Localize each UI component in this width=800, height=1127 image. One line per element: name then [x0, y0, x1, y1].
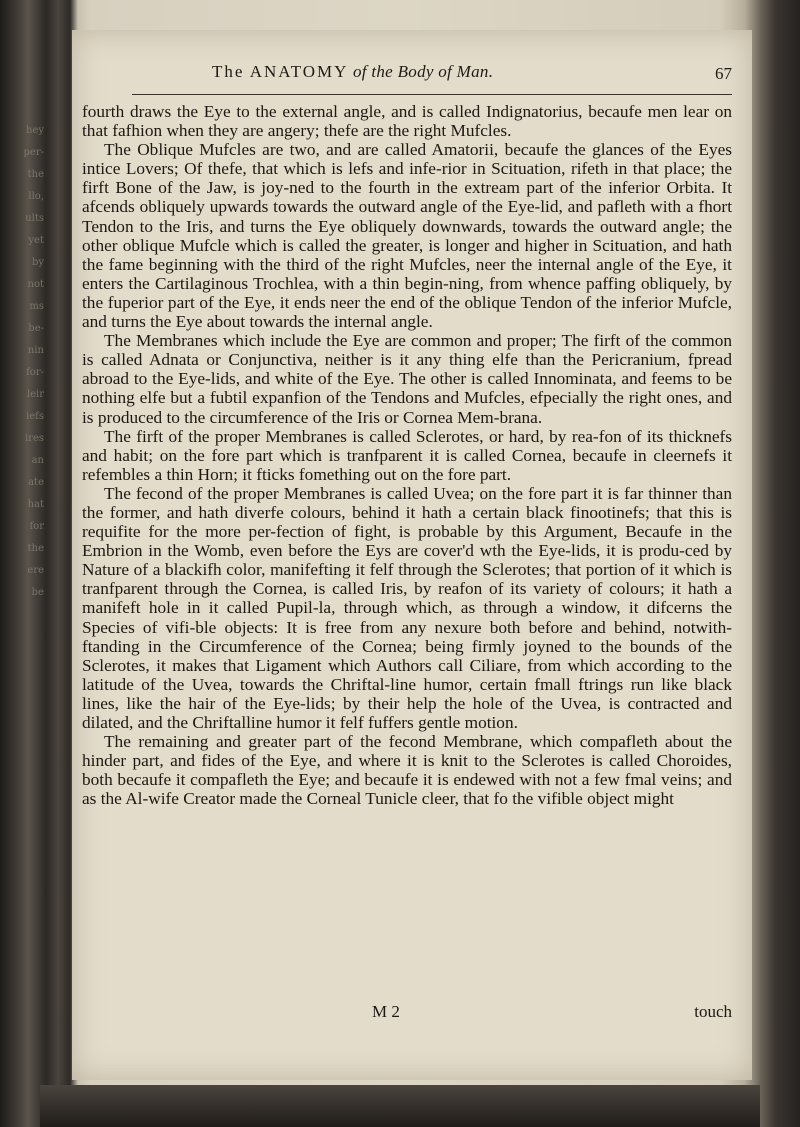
catchword: touch — [694, 1002, 732, 1021]
paragraph-6: The remaining and greater part of the fecond Membrane, which compafleth about the hinder part, and fides of the Eye, and where it is knit to the Sclerotes is called Choroides, both becaufe it compafleth the Eye; and becaufe it is endewed with not a few fmal veins; and as the Al-wife Creator made the Corneal Tunicle cleer, that fo the vifible object might — [82, 732, 732, 809]
page-number: 67 — [715, 64, 732, 83]
paragraph-5: The fecond of the proper Membranes is called Uvea; on the fore part it is far thinner than the former, and hath diverfe colours, behind it hath a certain black finootinefs; that this is requifite for the more per-fection of fight, is probable by this Argument, Becaufe in the Embrion in the Womb, even before the Eys are cover'd wth the Eye-lids, it is produ-ced by Nature of a blackifh color, manifefting it felf through the Sclerotes; that portion of it which is tranfparent through the Cornea, is called Iris, by reafon of its variety of colours; it hath a manifeft hole in it called Pupil-la, through which, as through a window, it difcerns the Species of vifi-ble objects: It is free from any nexure both before and behind, notwith-ftanding in the Circumference of the Cornea; being firmly joyned to the bounds of the Sclerotes, it makes that Ligament which Authors call Ciliare, from which according to the latitude of the Uvea, towards the Chriftal-line humor, certain fmall ftrings run like black lines, like the hair of the Eye-lids; by their help the hole of the Uvea, is contracted and dilated, and the Chriftalline humor it felf fuffers gentle motion. — [82, 483, 732, 732]
paragraph-2: The Oblique Mufcles are two, and are called Amatorii, becaufe the glances of the Eyes intice Lovers; Of thefe, that which is lefs and infe-rior in Scituation, rifeth in that place; the firft Bone of the Jaw, is joy-ned to the fourth in the extream part of the inferior Orbita. It afcends obliquely upwards towards the outward angle of the Eye-lid, and pafleth with a fhort Tendon to the Iris, and turns the Eye obliquely downwards, towards the outward angle; the other oblique Mufcle which is called the greater, is longer and higher in Scituation, and hath the fame beginning with the third of the right Mufcles, neer the internal angle of the Eye, it enters the Cartilaginous Trochlea, with a thin begin-ning, from whence paffing obliquely, by the fuperior part of the Eye, it ends neer the end of the oblique Tendon of the inferior Mufcle, and turns the Eye about towards the internal angle. — [82, 140, 732, 332]
book-page — [72, 30, 752, 1080]
scan-bottom-edge — [40, 1085, 760, 1127]
running-title-rest: of the Body of Man. — [348, 62, 494, 81]
paragraph-1: fourth draws the Eye to the external angle, and is called Indignatorius, becaufe men lear on that fafhion when they are angery; thefe are the right Mufcles. — [82, 102, 732, 141]
body-text — [82, 102, 732, 808]
signature-mark: M 2 — [372, 1002, 400, 1021]
paragraph-4: The firft of the proper Membranes is called Sclerotes, or hard, by rea-fon of its thicknefs and habit; on the fore part which is tranfparent it is called Cornea, becaufe in cleernefs it refembles a thin Horn; it fticks fomething out on the fore part. — [82, 426, 732, 484]
facing-page-bleed: hey per- the llo, ults yet by not ms be- nin for- leir iefs ires an ate hat for the ere be — [23, 125, 44, 598]
page-header — [132, 54, 732, 95]
page-footer — [82, 1002, 732, 1024]
running-title — [212, 62, 493, 82]
running-title-caps: The ANATOMY — [212, 62, 349, 81]
paragraph-3: The Membranes which include the Eye are common and proper; The firft of the common is called Adnata or Conjunctiva, neither is it any thing elfe than the Pericranium, fpread abroad to the Eye-lids, and white of the Eye. The other is called Innominata, and feems to be nothing elfe but a fubtil expanfion of the Tendons and Mufcles, efpecially the right ones, and is produced to the circumference of the Iris or Cornea Mem-brana. — [82, 331, 732, 427]
